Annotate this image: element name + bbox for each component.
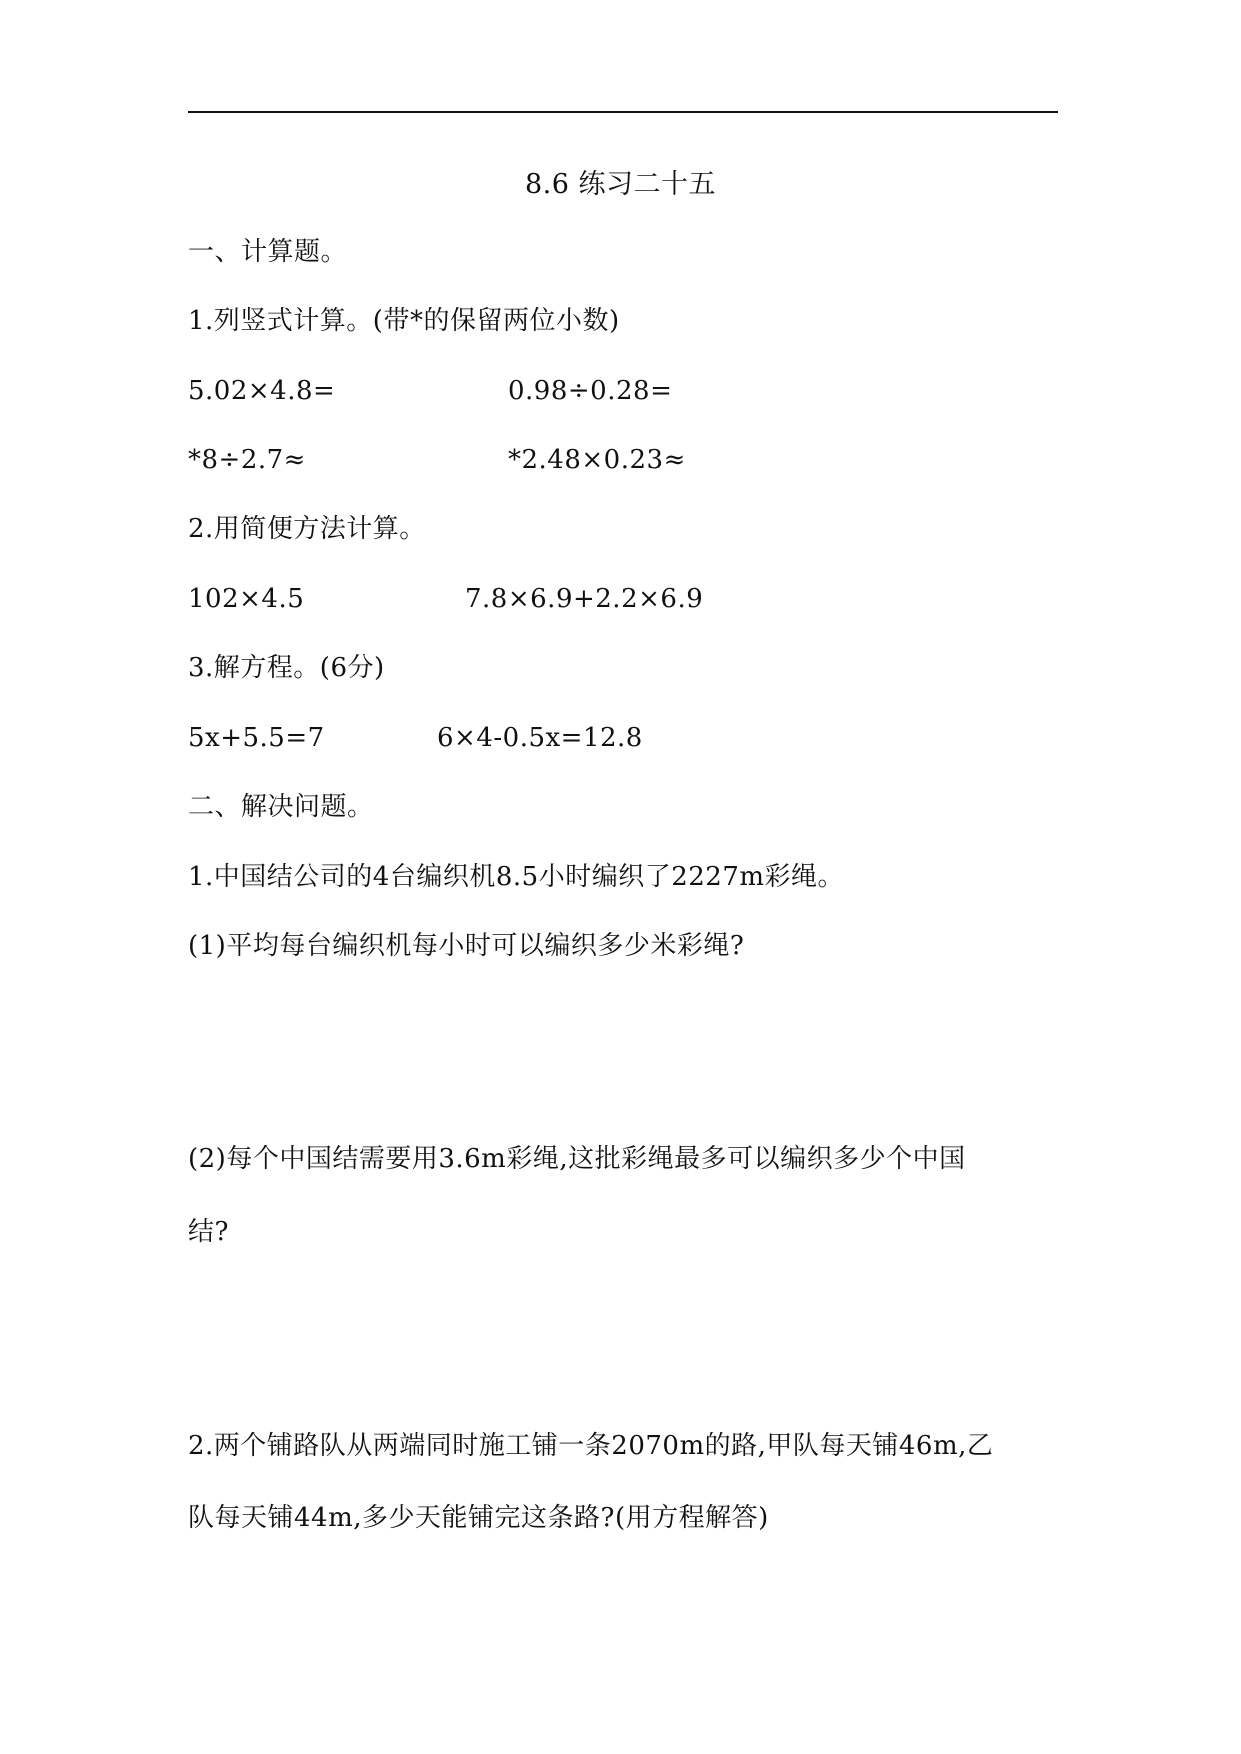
problem-1-subquestion-1: (1)平均每台编织机每小时可以编织多少米彩绳? (188, 931, 745, 961)
problem-2-line-1: 2.两个铺路队从两端同时施工铺一条2070m的路,甲队每天铺46m,乙 (188, 1431, 994, 1461)
page-title: 8.6 练习二十五 (524, 169, 717, 200)
problem-1-subquestion-2-line-1: (2)每个中国结需要用3.6m彩绳,这批彩绳最多可以编织多少个中国 (188, 1144, 966, 1174)
section-2-heading: 二、解决问题。 (188, 792, 374, 822)
calc-item-4: *2.48×0.23≈ (508, 445, 686, 475)
simplify-item-2: 7.8×6.9+2.2×6.9 (465, 584, 704, 614)
problem-2-line-2: 队每天铺44m,多少天能铺完这条路?(用方程解答) (188, 1503, 769, 1533)
header-rule (188, 111, 1058, 113)
section-1-heading: 一、计算题。 (188, 237, 348, 267)
calc-item-1: 5.02×4.8= (188, 376, 336, 406)
equation-item-1: 5x+5.5=7 (188, 723, 325, 753)
equation-item-2: 6×4-0.5x=12.8 (437, 723, 643, 753)
calc-item-2: 0.98÷0.28= (508, 376, 673, 406)
question-3-prompt: 3.解方程。(6分) (188, 653, 385, 683)
problem-1-subquestion-2-line-2: 结? (188, 1217, 229, 1247)
problem-1-prompt: 1.中国结公司的4台编织机8.5小时编织了2227m彩绳。 (188, 862, 845, 892)
simplify-item-1: 102×4.5 (188, 584, 305, 614)
calc-item-3: *8÷2.7≈ (188, 445, 306, 475)
question-1-prompt: 1.列竖式计算。(带*的保留两位小数) (188, 306, 620, 336)
question-2-prompt: 2.用简便方法计算。 (188, 514, 426, 544)
